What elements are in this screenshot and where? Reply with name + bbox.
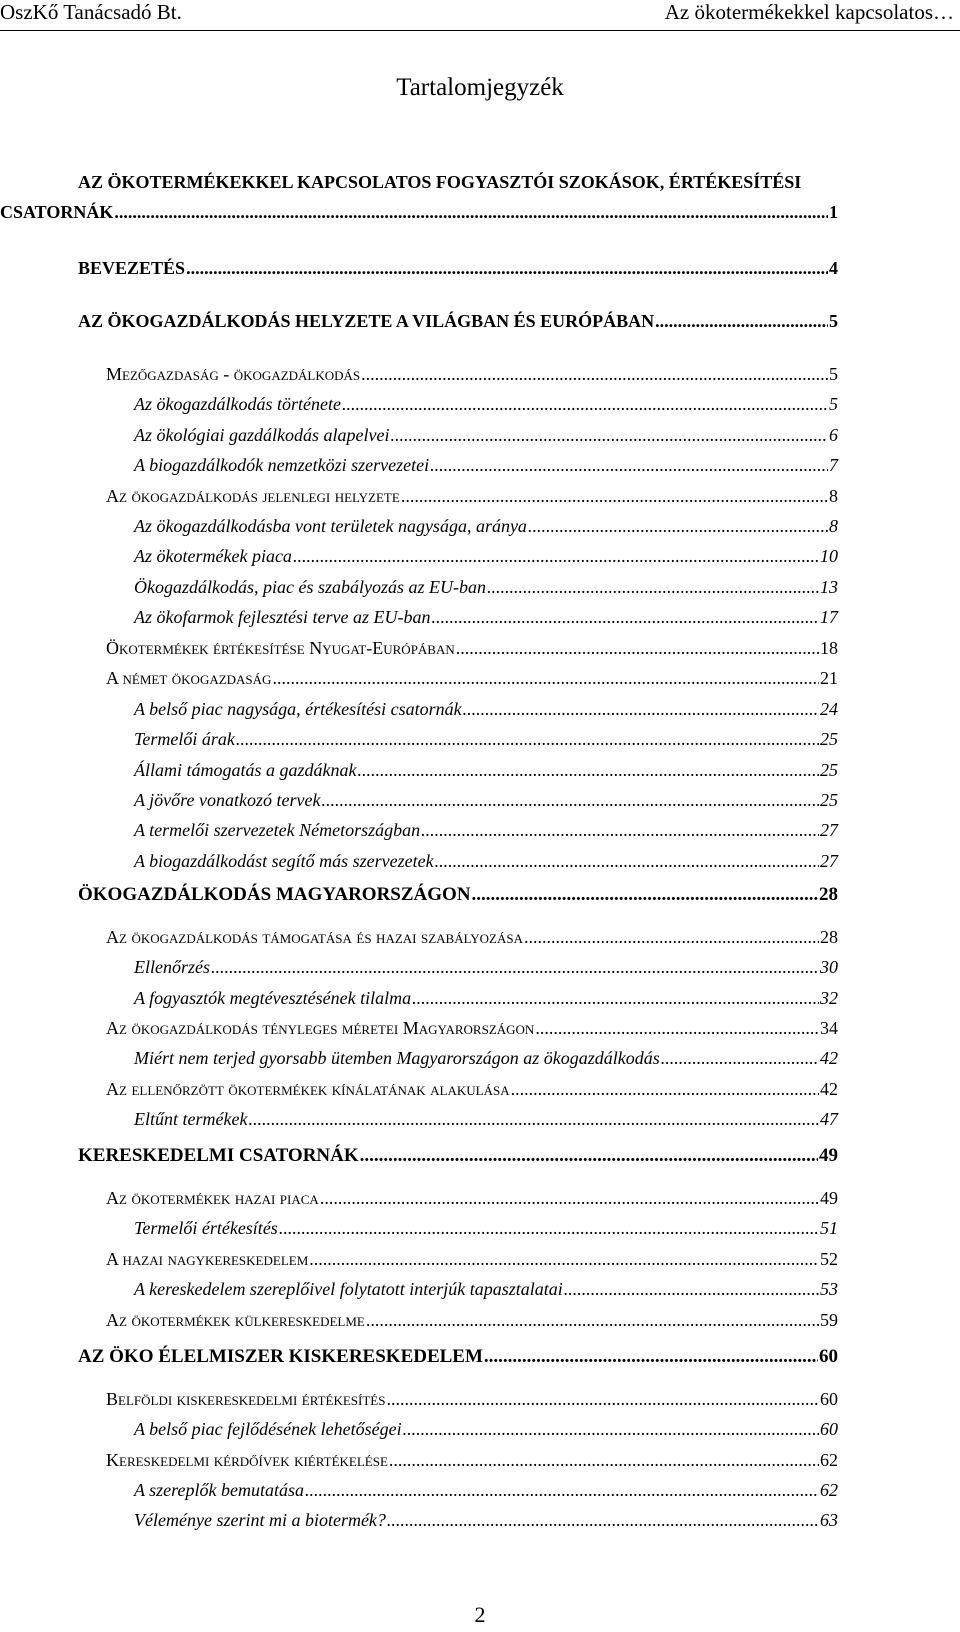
leader-dots [386,1387,819,1411]
leader-dots [435,849,819,873]
running-header [0,0,960,31]
leader-dots [401,484,828,508]
toc-entry-text: A fogyasztók megtévesztésének tilalma [134,988,412,1008]
toc-entry[interactable] [106,484,838,508]
toc-entry-text: BEVEZETÉS [78,258,186,278]
leader-dots [248,1107,819,1131]
toc-entry[interactable] [134,1216,838,1240]
toc-entry-page: 49 [820,1188,838,1208]
toc-entry[interactable] [134,1046,838,1070]
toc-entry[interactable] [106,1387,838,1411]
toc-entry-text: A jövőre vonatkozó tervek [134,790,321,810]
toc-entry-text-line1: AZ ÖKOTERMÉKEKKEL KAPCSOLATOS FOGYASZTÓI SZOKÁSOK, ÉRTÉKESÍTÉSI [78,172,802,192]
toc-entry-page: 27 [820,851,838,871]
toc-entry[interactable] [78,170,838,194]
toc-entry-text: KERESKEDELMI CSATORNÁK [78,1145,359,1166]
toc-entry-page: 59 [820,1310,838,1330]
leader-dots [387,1508,819,1532]
header-right: Az ökotermékekkel kapcsolatos… [664,0,954,24]
toc-entry-page: 10 [820,546,838,566]
toc-entry-page: 24 [820,699,838,719]
toc-entry[interactable] [134,697,838,721]
leader-dots [360,1144,818,1168]
toc-entry-page: 42 [820,1079,838,1099]
toc-entry[interactable] [134,575,838,599]
toc-entry-text: Ökogazdálkodás, piac és szabályozás az EU-ban [134,577,486,597]
toc-entry[interactable] [78,1144,838,1168]
toc-entry[interactable] [134,1508,838,1532]
toc-entry-text: Mezőgazdaság - ökogazdálkodás [106,364,361,384]
leader-dots [463,697,819,721]
toc-entry-page: 49 [819,1145,838,1166]
toc-entry[interactable] [134,605,838,629]
toc-entry-text: Az ökotermékek piaca [134,546,292,566]
toc-entry-page: 51 [820,1218,838,1238]
toc-entry-text: Termelői árak [134,729,235,749]
toc-entry-page: 27 [820,820,838,840]
toc-entry-text: A biogazdálkodást segítő más szervezetek [134,851,434,871]
leader-dots [511,1077,819,1101]
toc-entry[interactable] [134,955,838,979]
toc-entry-text: Termelői értékesítés [134,1218,278,1238]
toc-entry-text: Ökotermékek értékesítése Nyugat-Európában [106,638,455,658]
toc-entry-page: 34 [820,1018,838,1038]
toc-entry[interactable] [78,309,838,333]
leader-dots [403,1417,819,1441]
leader-dots [305,1478,819,1502]
toc-entry-page: 8 [829,486,838,506]
toc-entry-text: Állami támogatás a gazdáknak [134,760,357,780]
toc-entry[interactable] [78,1345,838,1369]
toc-entry[interactable] [134,514,838,538]
toc-entry-page: 60 [820,1389,838,1409]
toc-entry-page: 18 [820,638,838,658]
toc-entry-page: 25 [820,760,838,780]
toc-entry-page: 17 [820,607,838,627]
toc-entry-page: 52 [820,1249,838,1269]
toc-entry-page: 1 [829,202,838,222]
toc-entry[interactable] [134,423,838,447]
toc-entry-page: 8 [829,516,838,536]
toc-entry-page: 47 [820,1109,838,1129]
toc-entry[interactable] [134,1277,838,1301]
toc-entry[interactable] [134,544,838,568]
toc-entry[interactable] [106,666,838,690]
toc-entry[interactable] [106,1016,838,1040]
leader-dots [655,309,828,333]
leader-dots [272,666,819,690]
leader-dots [564,1277,819,1301]
leader-dots [661,1046,819,1070]
toc-entry-text: Véleménye szerint mi a biotermék? [134,1510,386,1530]
leader-dots [535,1016,819,1040]
leader-dots [431,605,819,629]
leader-dots [487,575,819,599]
leader-dots [320,1186,819,1210]
toc-entry-text: Eltűnt termékek [134,1109,248,1129]
toc-entry[interactable] [134,1107,838,1131]
toc-entry[interactable] [106,925,838,949]
toc-entry-page: 21 [820,668,838,688]
leader-dots [321,788,819,812]
toc-entry-page: 4 [829,258,838,278]
leader-dots [412,986,819,1010]
toc-entry-page: 25 [820,729,838,749]
toc-entry-page: 42 [820,1048,838,1068]
toc-entry-text: Az ökogazdálkodásba vont területek nagysága, aránya [134,516,527,536]
toc-entry-page: 62 [820,1480,838,1500]
toc-entry-text: Az ökotermékek külkereskedelme [106,1310,365,1330]
page-number: 2 [474,1602,486,1627]
toc-entry-page: 5 [829,311,838,331]
toc-entry-page: 13 [820,577,838,597]
leader-dots [366,1308,819,1332]
toc-entry-page: 53 [820,1279,838,1299]
leader-dots [236,727,819,751]
toc-entry[interactable] [134,788,838,812]
toc-entry-text-line2: CSATORNÁK [0,202,114,222]
toc-entry-page: 5 [829,394,838,414]
toc-entry[interactable] [106,636,838,660]
toc-entry-text: A német ökogazdaság [106,668,272,688]
toc-entry-text: Az ökogazdálkodás története [134,394,341,414]
toc-entry[interactable] [134,818,838,842]
toc-entry-page: 28 [819,884,838,905]
leader-dots [279,1216,819,1240]
toc-entry-text: Az ökogazdálkodás tényleges méretei Magyarországon [106,1018,535,1038]
toc-entry-text: Az ellenőrzött ökotermékek kínálatának alakulása [106,1079,510,1099]
toc-entry[interactable] [134,758,838,782]
leader-dots [390,423,828,447]
toc-entry-text: A hazai nagykereskedelem [106,1249,309,1269]
toc-entry[interactable] [106,1186,838,1210]
toc-entry-text: AZ ÖKOGAZDÁLKODÁS HELYZETE A VILÁGBAN ÉS EURÓPÁBAN [78,311,655,331]
toc-entry[interactable] [106,1247,838,1271]
toc-entry-page: 28 [820,927,838,947]
toc-entry-page: 6 [829,425,838,445]
toc-entry[interactable] [106,1308,838,1332]
leader-dots [361,362,828,386]
leader-dots [528,514,828,538]
toc-entry-text: A belső piac nagysága, értékesítési csatornák [134,699,462,719]
leader-dots [484,1345,818,1369]
toc-entry-text: A belső piac fejlődésének lehetőségei [134,1419,402,1439]
toc-entry-text: Miért nem terjed gyorsabb ütemben Magyarországon az ökogazdálkodás [134,1048,660,1068]
toc-entry-text: Az ökotermékek hazai piaca [106,1188,319,1208]
toc-entry-text: A kereskedelem szereplőivel folytatott interjúk tapasztalatai [134,1279,563,1299]
toc-entry-text: ÖKOGAZDÁLKODÁS MAGYARORSZÁGON [78,884,471,905]
toc-entry[interactable] [134,986,838,1010]
toc-entry-page: 60 [820,1419,838,1439]
leader-dots [293,544,819,568]
toc-entry[interactable] [134,849,838,873]
toc-entry[interactable] [0,200,838,224]
toc-entry[interactable] [134,392,838,416]
toc-entry-page: 30 [820,957,838,977]
leader-dots [211,955,819,979]
leader-dots [524,925,819,949]
toc-entry[interactable] [106,362,838,386]
toc-entry-text: Az ökofarmok fejlesztési terve az EU-ban [134,607,431,627]
leader-dots [114,200,828,224]
toc-entry-text: Az ökológiai gazdálkodás alapelvei [134,425,390,445]
toc-entry[interactable] [134,1478,838,1502]
leader-dots [456,636,819,660]
toc-entry-page: 32 [820,988,838,1008]
leader-dots [472,883,818,907]
toc-entry-text: A termelői szervezetek Németországban [134,820,421,840]
toc-entry-page: 60 [819,1346,838,1367]
page-title: Tartalomjegyzék [396,74,564,101]
toc-entry-text: Az ökogazdálkodás támogatása és hazai szabályozása [106,927,523,947]
leader-dots [430,453,828,477]
toc-entry-page: 62 [820,1450,838,1470]
toc-entry[interactable] [134,453,838,477]
toc-entry-text: Belföldi kiskereskedelmi értékesítés [106,1389,386,1409]
toc-entry-text: Ellenőrzés [134,957,210,977]
toc-entry-text: A szereplők bemutatása [134,1480,304,1500]
toc-entry[interactable] [134,1417,838,1441]
toc-entry[interactable] [106,1077,838,1101]
leader-dots [389,1448,819,1472]
toc-entry-text: Kereskedelmi kérdőívek kiértékelése [106,1450,388,1470]
toc-entry[interactable] [106,1448,838,1472]
leader-dots [342,392,828,416]
toc-entry[interactable] [78,256,838,280]
toc-entry-page: 63 [820,1510,838,1530]
toc-entry-page: 7 [829,455,838,475]
toc-entry-page: 25 [820,790,838,810]
toc-entry[interactable] [78,883,838,907]
leader-dots [358,758,820,782]
leader-dots [421,818,819,842]
leader-dots [309,1247,819,1271]
toc-entry[interactable] [134,727,838,751]
toc-entry-text: Az ökogazdálkodás jelenlegi helyzete [106,486,400,506]
toc-entry-text: A biogazdálkodók nemzetközi szervezetei [134,455,430,475]
toc-entry-text: AZ ÖKO ÉLELMISZER KISKERESKEDELEM [78,1346,483,1367]
leader-dots [186,256,828,280]
toc-entry-page: 5 [829,364,838,384]
header-left: OszKő Tanácsadó Bt. [0,0,182,24]
